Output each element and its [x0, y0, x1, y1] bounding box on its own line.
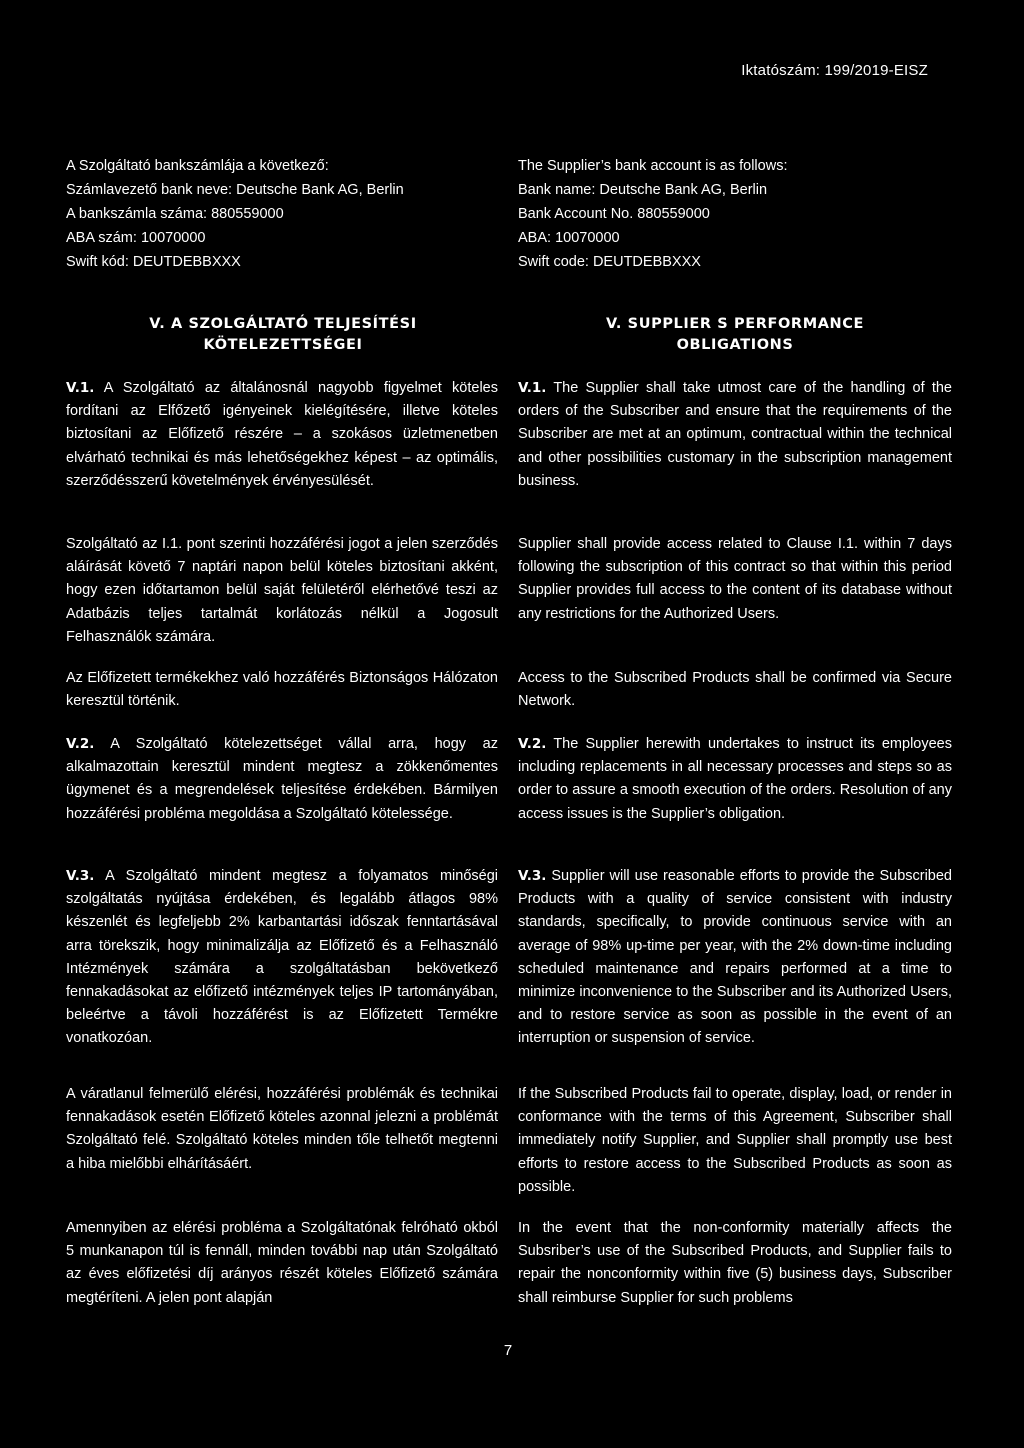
bank-line: ABA szám: 10070000	[66, 230, 206, 246]
bank-details-hu	[66, 154, 478, 274]
clause-text: The Supplier herewith undertakes to instruct its employees including replacements in all necessary processes and steps so as order to assure a smooth execution of the orders. Resolution of any access issues is the Supplier’s obligation.	[518, 736, 952, 822]
bank-line: Swift code: DEUTDEBBXXX	[518, 254, 701, 270]
paragraph-refund-en: In the event that the non-conformity materially affects the Subsriber’s use of the Subscribed Products, and Supplier fails to repair the nonconformity within five (5) business days, Subscriber shall reimburse Supplier for such problems	[518, 1220, 952, 1306]
clause-v3-hu	[66, 865, 498, 1051]
paragraph-refund-hu: Amennyiben az elérési probléma a Szolgáltatónak felróható okból 5 munkanapon túl is fennáll, minden további nap után Szolgáltató az éves előfizetési díj arányos részét köteles Előfizető számára megtéríteni. A jelen pont alapján	[66, 1220, 498, 1306]
section-heading-hu	[66, 314, 500, 356]
bank-line: The Supplier’s bank account is as follows:	[518, 158, 788, 174]
clause-text: The Supplier shall take utmost care of the handling of the orders of the Subscriber and ensure that the requirements of the Subscriber are met at an optimum, contractual within the technical and other possibilities customary in the subscription management business.	[518, 380, 952, 489]
bank-details-en	[518, 154, 930, 274]
bank-line: Bank Account No. 880559000	[518, 206, 710, 222]
clause-number: V.1.	[518, 380, 547, 396]
bank-line: Számlavezető bank neve: Deutsche Bank AG, Berlin	[66, 182, 404, 198]
clause-text: A Szolgáltató mindent megtesz a folyamatos minőségi szolgáltatás nyújtása érdekében, és legalább átlagos 98% készenlét és legfeljebb 2% karbantartási időszak fenntartásával arra törekszik, hogy minimalizálja az Előfizető és a Felhasználó Intézmények számára a szolgáltatásban bekövetkező fennakadásokat az előfizető intézmények teljes IP tartományában, beleértve a távoli hozzáférést is az Előfizetett Termékre vonatkozóan.	[66, 868, 498, 1047]
paragraph-access-hu: Szolgáltató az I.1. pont szerinti hozzáférési jogot a jelen szerződés aláírását követő 7 naptári napon belül köteles biztosítani akként, hogy ezen időtartamon belül saját felületéről elérhetővé teszi az Adatbázis teljes tartalmát korlátozás nélkül a Jogosult Felhasználók számára.	[66, 536, 498, 645]
section-heading-line: V. A SZOLGÁLTATÓ TELJESÍTÉSI	[149, 316, 417, 332]
clause-v3-en	[518, 865, 952, 1051]
clause-number: V.2.	[518, 736, 547, 752]
bank-line: Swift kód: DEUTDEBBXXX	[66, 254, 241, 270]
paragraph-network-hu: Az Előfizetett termékekhez való hozzáférés Biztonságos Hálózaton keresztül történik.	[66, 670, 498, 710]
clause-number: V.3.	[518, 868, 547, 884]
clause-v2-en	[518, 733, 952, 826]
clause-text: A Szolgáltató kötelezettséget vállal arra, hogy az alkalmazottain keresztül mindent megtesz a zökkenőmentes ügymenet és a megrendelések teljesítése érdekében. Bármilyen hozzáférési probléma megoldása a Szolgáltató kötelessége.	[66, 736, 498, 822]
clause-number: V.1.	[66, 380, 95, 396]
document-reference-number: Iktatószám: 199/2019-EISZ	[741, 62, 928, 79]
clause-text: Supplier will use reasonable efforts to provide the Subscribed Products with a quality of service consistent with industry standards, specifically, to provide continuous service with an average of 98% up-time per year, with the 2% down-time including scheduled maintenance and repairs performed at a time to minimize inconvenience to the Subscriber and its Authorized Users, and to restore service as soon as possible in the event of an interruption or suspension of service.	[518, 868, 952, 1047]
clause-number: V.3.	[66, 868, 95, 884]
bank-line: A bankszámla száma: 880559000	[66, 206, 284, 222]
section-heading-line: KÖTELEZETTSÉGEI	[203, 337, 363, 353]
section-heading-line: V. SUPPLIER S PERFORMANCE	[605, 316, 865, 332]
paragraph-network-en: Access to the Subscribed Products shall be confirmed via Secure Network.	[518, 670, 952, 710]
section-heading-en	[518, 314, 952, 356]
clause-v1-hu	[66, 377, 498, 493]
paragraph-access-en: Supplier shall provide access related to Clause I.1. within 7 days following the subscription of this contract so that within this period Supplier provides full access to the content of its database without any restrictions for the Authorized Users.	[518, 536, 952, 622]
clause-text: A Szolgáltató az általánosnál nagyobb figyelmet köteles fordítani az Elfőzető igényeinek kielégítésére, illetve köteles biztosítani az Előfizető részére – a szokásos üzletmenetben elvárható technikai és más lehetőségekhez képest – az optimális, szerződésszerű követelmények érvényesülését.	[66, 380, 498, 489]
clause-v2-hu	[66, 733, 498, 826]
bank-line: ABA: 10070000	[518, 230, 620, 246]
bank-line: A Szolgáltató bankszámlája a következő:	[66, 158, 329, 174]
paragraph-outage-hu: A váratlanul felmerülő elérési, hozzáférési problémák és technikai fennakadások esetén Előfizető köteles azonnal jelezni a problémát Szolgáltató felé. Szolgáltató köteles minden tőle telhetőt megtenni a hiba mielőbbi elhárításáért.	[66, 1086, 498, 1172]
paragraph-outage-en: If the Subscribed Products fail to operate, display, load, or render in conformance with the terms of this Agreement, Subscriber shall immediately notify Supplier, and Supplier shall promptly use best efforts to restore access to the Subscribed Products as soon as possible.	[518, 1086, 952, 1195]
section-heading-line: OBLIGATIONS	[676, 337, 794, 353]
clause-v1-en	[518, 377, 952, 493]
bank-line: Bank name: Deutsche Bank AG, Berlin	[518, 182, 768, 198]
page-number: 7	[503, 1342, 513, 1359]
clause-number: V.2.	[66, 736, 95, 752]
